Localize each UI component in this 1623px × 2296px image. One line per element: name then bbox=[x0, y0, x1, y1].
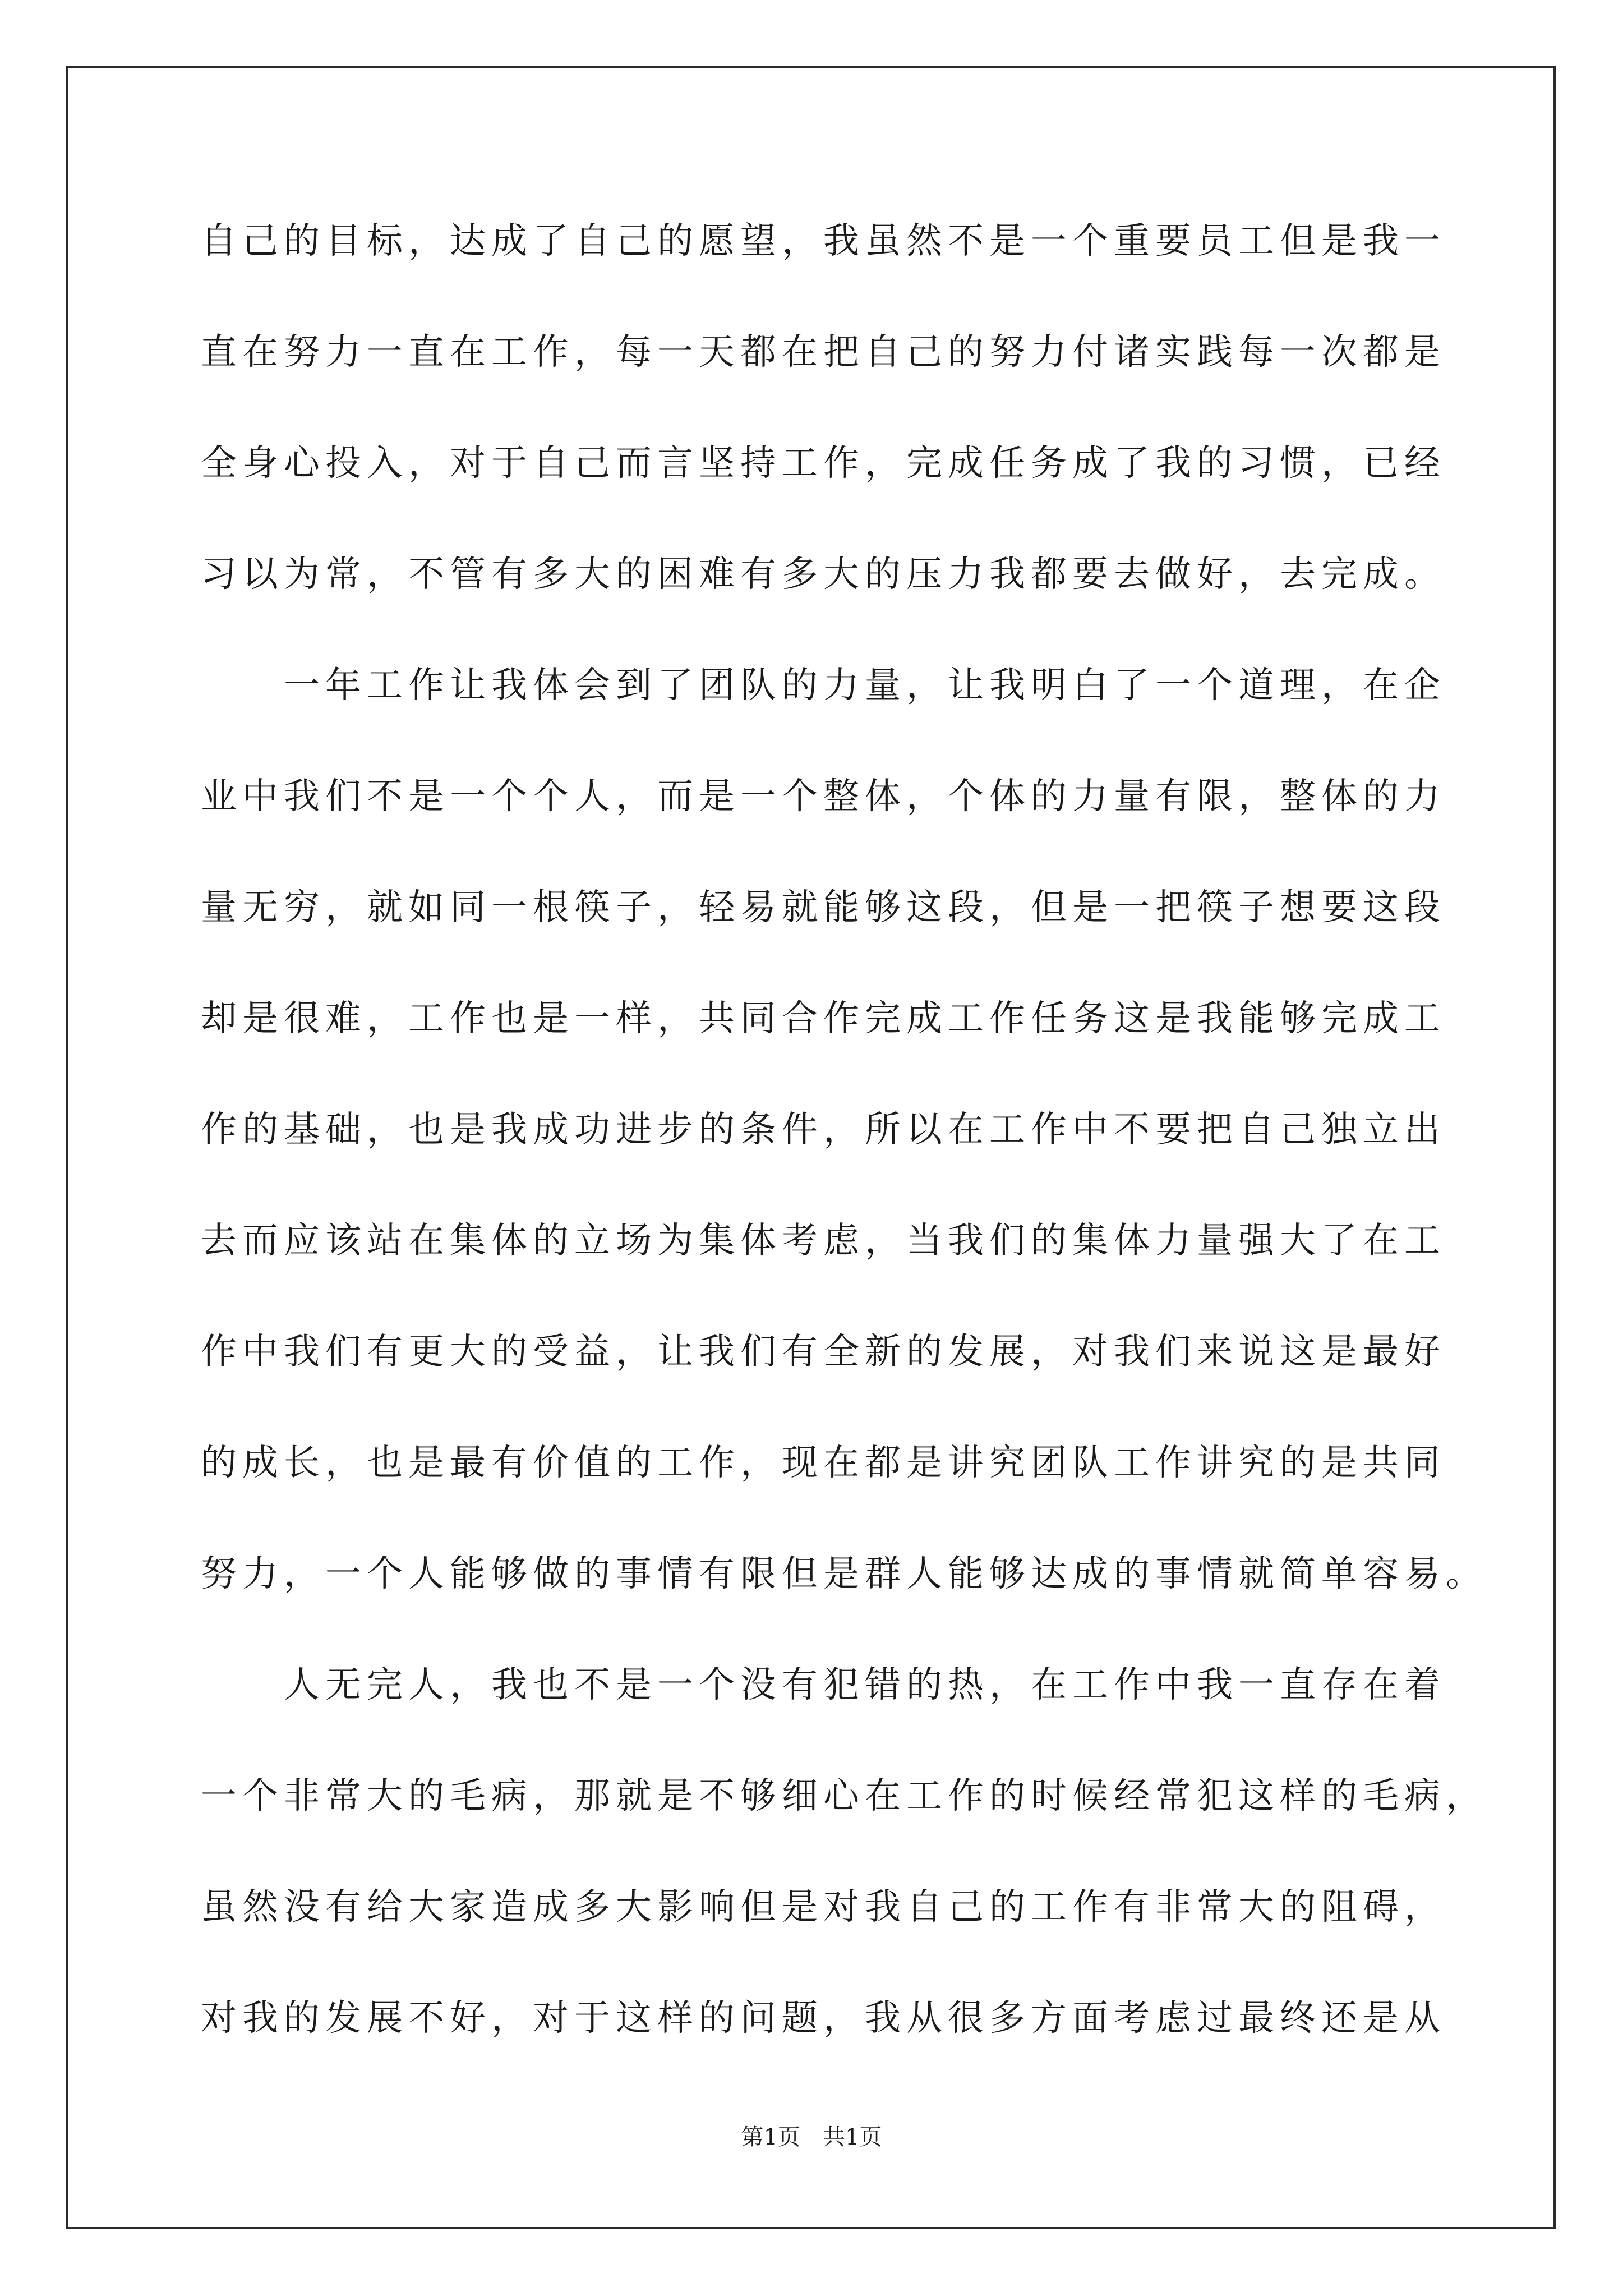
text-line: 一年工作让我体会到了团队的力量，让我明白了一个道理，在企 bbox=[201, 665, 1446, 706]
page-number-footer: 第1页 共1页 bbox=[741, 2124, 882, 2150]
text-line: 作的基础，也是我成功进步的条件，所以在工作中不要把自己独立出 bbox=[201, 1109, 1446, 1151]
text-line: 量无穷，就如同一根筷子，轻易就能够这段，但是一把筷子想要这段 bbox=[201, 887, 1446, 928]
text-line: 人无完人，我也不是一个没有犯错的热，在工作中我一直存在着 bbox=[201, 1664, 1446, 1706]
text-line: 一个非常大的毛病，那就是不够细心在工作的时候经常犯这样的毛病， bbox=[201, 1775, 1487, 1817]
text-line: 却是很难，工作也是一样，共同合作完成工作任务这是我能够完成工 bbox=[201, 998, 1446, 1039]
text-line: 全身心投入，对于自己而言坚持工作，完成任务成了我的习惯，已经 bbox=[201, 443, 1446, 484]
text-line: 自己的目标，达成了自己的愿望，我虽然不是一个重要员工但是我一 bbox=[201, 220, 1446, 262]
text-line: 的成长，也是最有价值的工作，现在都是讲究团队工作讲究的是共同 bbox=[201, 1442, 1446, 1484]
text-line: 去而应该站在集体的立场为集体考虑，当我们的集体力量强大了在工 bbox=[201, 1220, 1446, 1262]
text-line: 直在努力一直在工作，每一天都在把自己的努力付诸实践每一次都是 bbox=[201, 332, 1446, 373]
text-line: 业中我们不是一个个人，而是一个整体，个体的力量有限，整体的力 bbox=[201, 776, 1446, 817]
text-line: 对我的发展不好，对于这样的问题，我从很多方面考虑过最终还是从 bbox=[201, 1998, 1446, 2039]
text-line: 作中我们有更大的受益，让我们有全新的发展，对我们来说这是最好 bbox=[201, 1331, 1446, 1373]
text-line: 习以为常，不管有多大的困难有多大的压力我都要去做好，去完成。 bbox=[201, 554, 1446, 595]
text-line: 努力，一个人能够做的事情有限但是群人能够达成的事情就简单容易。 bbox=[201, 1553, 1487, 1595]
document-body bbox=[201, 219, 1487, 2107]
text-line: 虽然没有给大家造成多大影响但是对我自己的工作有非常大的阻碍， bbox=[201, 1887, 1446, 1928]
